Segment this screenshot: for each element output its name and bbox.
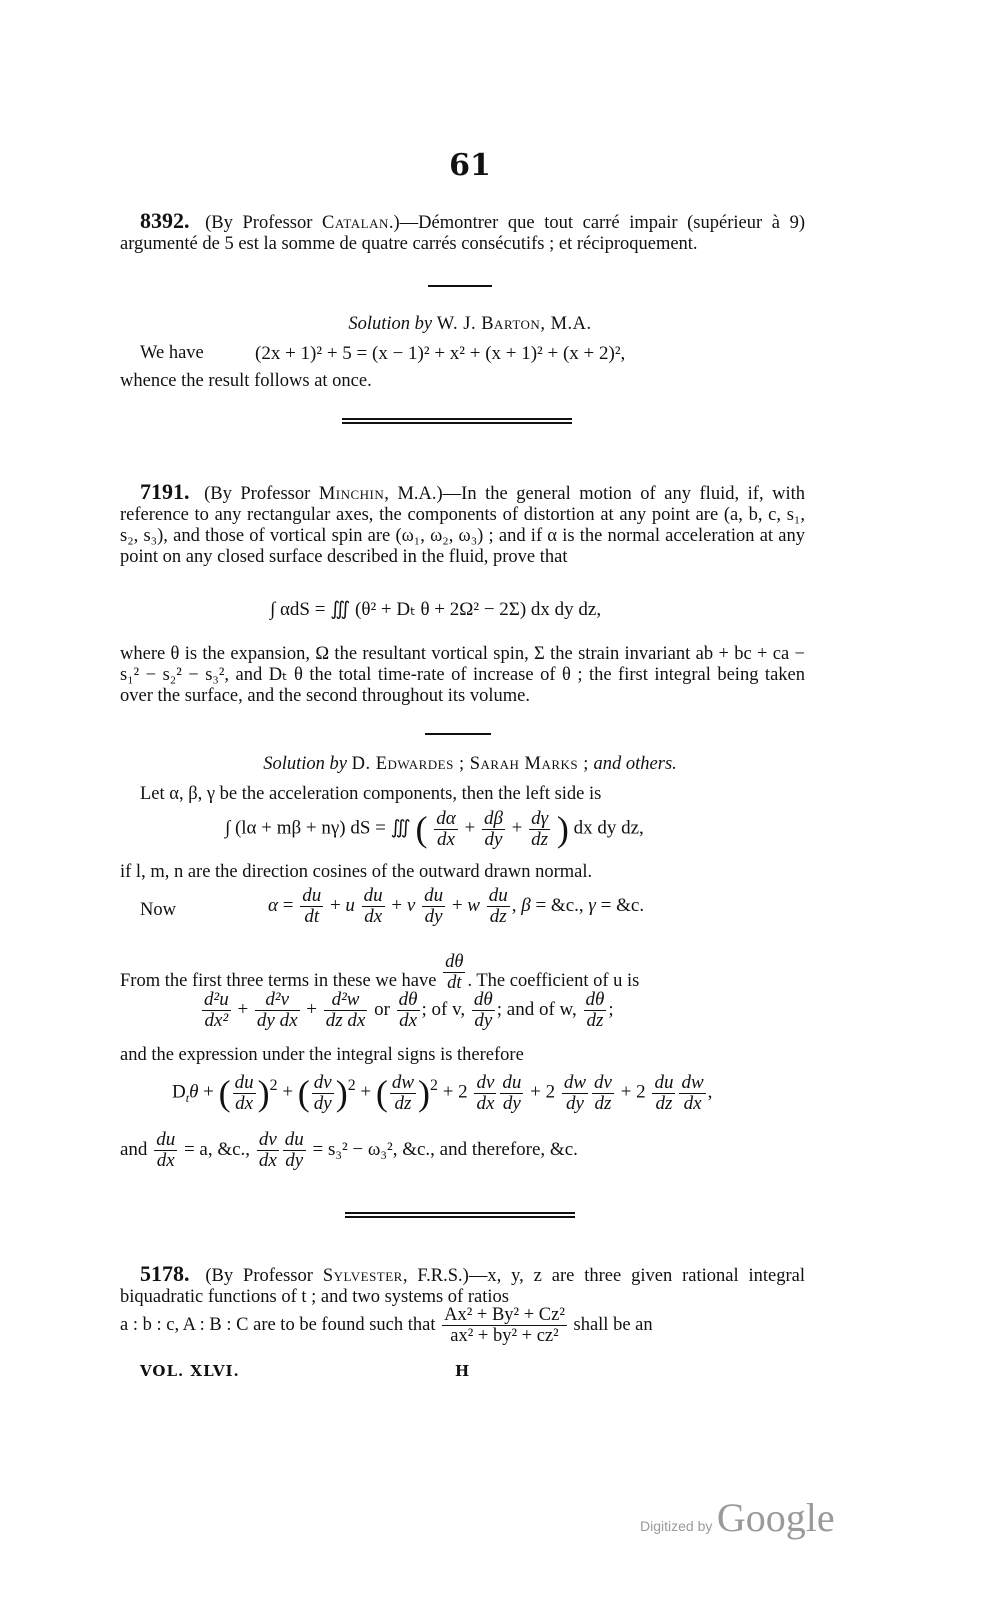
section-divider (342, 418, 572, 424)
final-equation: and $\frac{du}{dx}$ = a, &c., $\frac{dv}{dx}$ $\frac{du}{dy}$ = s₃² − ω₃², &c., and therefore, &c. (120, 1129, 578, 1171)
author-name: Catalan (322, 213, 389, 233)
short-rule (425, 733, 491, 735)
google-watermark (640, 1494, 835, 1541)
solution-others: and others. (593, 754, 677, 774)
alpha-equation: α = $\frac{du}{dt}$ + u $\frac{du}{dx}$ + v $\frac{du}{dy}$ + w $\frac{du}{dz}$ , β = &c., γ = &c. (268, 885, 645, 927)
fraction: $\frac{d\gamma}{dz}$ (531, 807, 549, 850)
eq2-right: dx dy dz, (573, 817, 644, 839)
solution-heading-7191 (120, 754, 820, 775)
google-logo: Google (716, 1495, 835, 1540)
solution-label: Solution by (348, 314, 433, 334)
final-mid: = a, &c., (183, 1138, 251, 1160)
and-of-w-text: ; and of w, (496, 998, 577, 1020)
fraction: $\frac{d\alpha}{dx}$ (436, 807, 456, 850)
direction-cosines-line: if l, m, n are the direction cosines of the outward drawn normal. (120, 862, 593, 882)
author-prefix: (By Professor (205, 213, 313, 233)
of-v-text: ; of v, (421, 998, 466, 1020)
or-text: or (374, 998, 390, 1020)
problem-7191 (120, 481, 805, 568)
author-prefix: (By Professor (205, 1266, 313, 1286)
short-rule (428, 285, 492, 287)
integrand-expression: $D_t\theta$ + ( $\frac{du}{dx}$ )$^2$ + ( $\frac{dv}{dy}$ )$^2$ + ( $\frac{dw}{dz}$ )$^2$ + 2 $\frac{dv}{dx}$ $\frac{du}{dy}$ + 2 $\frac{dw}{dy}$ $\frac{dv}{dz}$ + 2 $\frac{du}{dz}$ $\frac{dw}{dx}$ , (172, 1071, 713, 1114)
we-have-label: We have (140, 343, 204, 363)
final-end: = s₃² − ω₃², &c., and therefore, &c. (312, 1138, 578, 1160)
problem-number: 7191. (140, 479, 190, 504)
ratio-numerator: Ax² + By² + Cz² (444, 1305, 565, 1325)
solution-author: W. J. Barton, M.A. (436, 314, 592, 334)
now-label: Now (140, 900, 176, 920)
problem-text: .)—Démontrer que tout carré impair (supérieur à 9) argumenté de 5 est la somme de quatre carrés consécutifs ; et réciproquement. (120, 213, 806, 254)
author-name: Minchin (318, 484, 385, 504)
problem-5178 (120, 1263, 805, 1308)
section-divider (345, 1212, 575, 1218)
line-text: From the first three terms in these we have (120, 971, 437, 991)
solution-authors: D. Edwardes ; Sarah Marks ; (351, 754, 589, 774)
coefficient-expression: $\frac{\text{d²u}}{\text{dx²}}$ + $\frac{\text{d²v}}{\text{dy dx}}$ + $\frac{\text{d²w}}{\text{dz dx}}$ or $\frac{d\theta}{dx}$ ; of v, $\frac{d\theta}{dy}$ ; and of w, $\frac{d\theta}{dz}$ ; (204, 989, 614, 1031)
solution-label: Solution by (263, 754, 347, 774)
eq2-left: ∫ (lα + mβ + nγ) dS = ∭ (225, 817, 411, 839)
line-text: . The coefficient of u is (467, 971, 640, 991)
acceleration-line: Let α, β, γ be the acceleration components, then the left side is (140, 784, 602, 804)
author-name: Sylvester (322, 1266, 403, 1286)
first-three-terms-line: From the first three terms in these we have $\frac{d\theta}{dt}$ . The coefficient of u is (120, 952, 640, 993)
problem-text: , M.A.)—In the general motion of any fluid, if, with reference to any rectangular axes, the components of distortion at any point are (a, b, c, s₁, s₂, s₃), and those of vortical spin are (ω₁, ω₂, ω₃) ; and if α is the normal acceleration at any point on any closed surface described in the fluid, prove that (120, 484, 806, 567)
and-text: and (120, 1138, 148, 1160)
ratio-denominator: ax² + by² + cz² (450, 1326, 559, 1346)
problem-text: , F.R.S.)—x, y, z are three given rational integral biquadratic functions of t ; and two systems of ratios (120, 1266, 805, 1307)
signature-mark: H (455, 1362, 471, 1380)
problem-8392 (120, 210, 805, 255)
integral-equation-1: ∫ αdS = ∭ (θ² + Dₜ θ + 2Ω² − 2Σ) dx dy dz, (270, 599, 602, 620)
ratio-text-end: shall be an (573, 1314, 653, 1335)
problem-7191-definitions: where θ is the expansion, Ω the resultant vortical spin, Σ the strain invariant ab + bc + ca − s₁² − s₂² − s₃², and Dₜ θ the total time-rate of increase of θ ; the first integral being taken over the surface, and the second throughout its volume. (120, 644, 805, 706)
whence-line: whence the result follows at once. (120, 371, 372, 391)
ratio-text: a : b : c, A : B : C are to be found such that (120, 1314, 436, 1335)
expression-line: and the expression under the integral signs is therefore (120, 1045, 524, 1065)
ratio-line (120, 1305, 653, 1346)
integral-equation-2: ∫ (lα + mβ + nγ) dS = ∭ ( $\frac{d\alpha}{dx}$ + $\frac{d\beta}{dy}$ + $\frac{d\gamma}{dz}$ ) dx dy dz, (225, 807, 644, 850)
fraction: $\frac{d\beta}{dy}$ (483, 807, 503, 850)
watermark-prefix: Digitized by (640, 1518, 713, 1534)
problem-number: 8392. (140, 208, 190, 233)
equation-8392: (2x + 1)² + 5 = (x − 1)² + x² + (x + 1)² + (x + 2)², (255, 343, 626, 364)
volume-label: VOL. XLVI. (140, 1362, 240, 1380)
author-prefix: (By Professor (204, 484, 311, 504)
problem-number: 5178. (140, 1261, 190, 1286)
page-number: 61 (449, 148, 491, 183)
semicolon: ; (608, 998, 614, 1020)
solution-heading-8392 (120, 314, 820, 335)
